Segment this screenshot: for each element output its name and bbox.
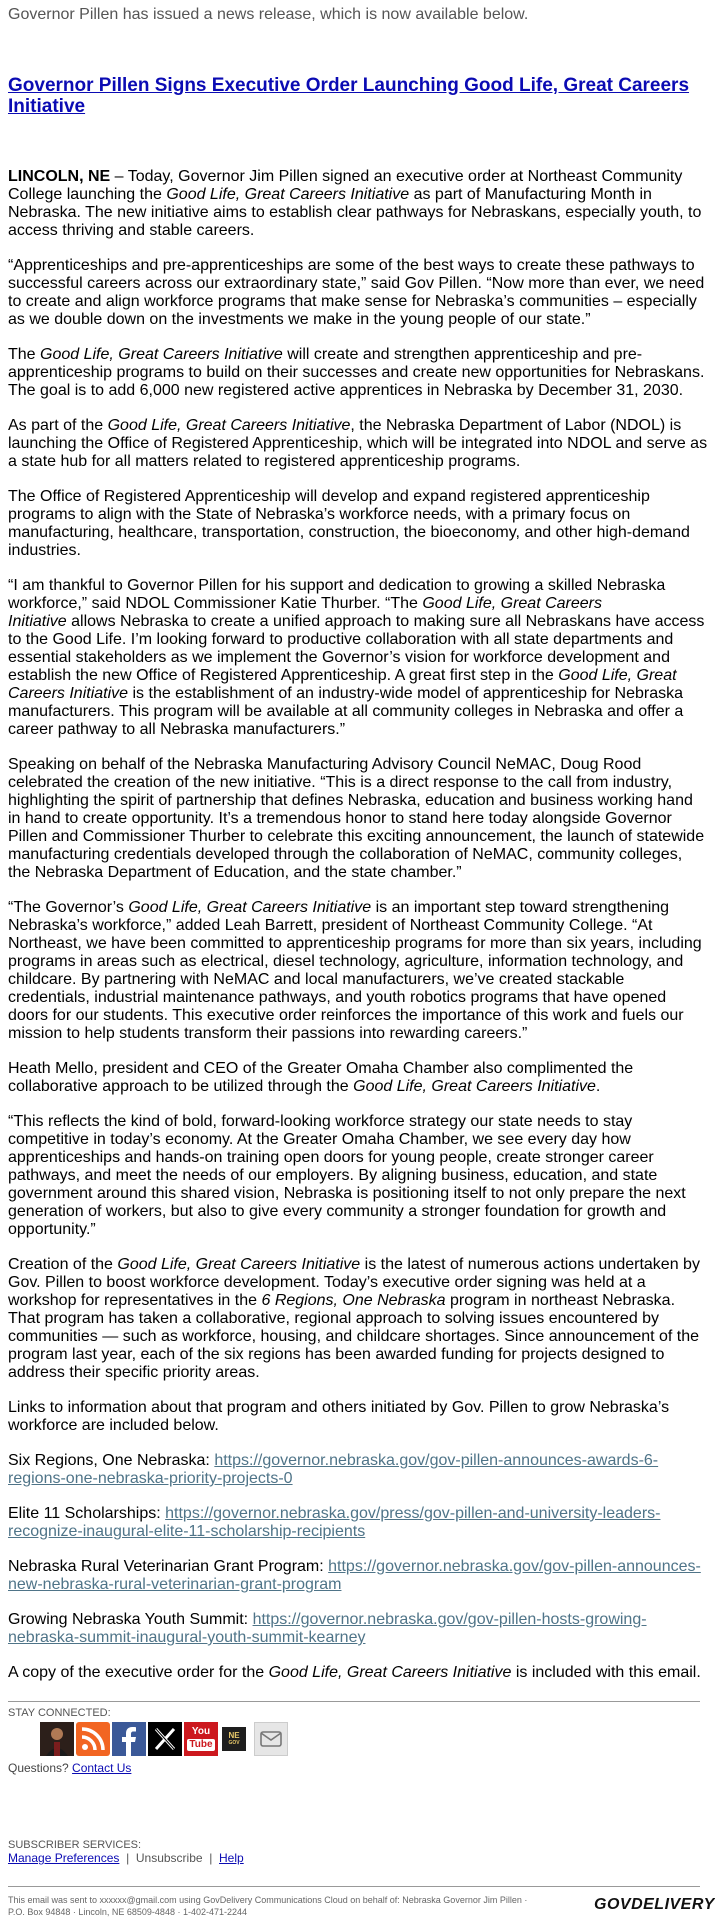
paragraph-6: “I am thankful to Governor Pillen for his support and dedication to growing a skilled Nebraska workforce,” said NDOL Commissioner Katie Thurber. “The Good Life, Great Careers Initiative allows Nebraska to create a unified approach to making sure all Nebraskans have access to the Good Life. I’m looking forward to productive collaboration with all state departments and essential stakeholders as we implement the Governor’s vision for workforce development and establish the new Office of Registered Apprenticeship. A great first step in the Good Life, Great Careers Initiative is the establishment of an industry-wide model of apprenticeship for Nebraska manufacturers. This program will be available at all community colleges in Nebraska and offer a career pathway to all Nebraska manufacturers.” <box>8 577 705 738</box>
nebraska-gov-icon[interactable]: NE GOV <box>222 1727 246 1751</box>
footer-divider <box>8 1886 700 1887</box>
stay-connected-label: STAY CONNECTED: <box>8 1707 111 1719</box>
headline <box>8 75 698 117</box>
questions: Questions? Contact Us <box>8 1761 132 1775</box>
link-veterinarian: Nebraska Rural Veterinarian Grant Program: https://governor.nebraska.gov/gov-pillen-announces- new-nebraska-rural-veterinarian-grant-program <box>8 1558 701 1593</box>
paragraph-13: A copy of the executive order for the Good Life, Great Careers Initiative is included with this email. <box>8 1664 701 1681</box>
paragraph-4: As part of the Good Life, Great Careers Initiative, the Nebraska Department of Labor (NDOL) is launching the Office of Registered Apprenticeship, which will be integrated into NDOL and serve as a state hub for all matters related to registered apprenticeship programs. <box>8 417 708 470</box>
contact-us-link[interactable]: Contact Us <box>72 1761 132 1775</box>
dateline: LINCOLN, NE <box>8 168 111 185</box>
paragraph-11: Creation of the Good Life, Great Careers Initiative is the latest of numerous actions undertaken by Gov. Pillen to boost workforce development. Today’s executive order signing was held at a workshop for representatives in the 6 Regions, One Nebraska program in northeast Nebraska. That program has taken a collaborative, regional approach to solving issues encountered by communities — such as workforce, housing, and childcare shortages. Since announcement of the program last year, each of the six regions has been awarded funding for projects designed to address their specific priority areas. <box>8 1256 700 1381</box>
headline-link[interactable]: Governor Pillen Signs Executive Order Launching Good Life, Great Careers Initiative <box>8 75 690 117</box>
govdelivery-logo: GOVDELIVERY <box>594 1896 715 1913</box>
link-six-regions: Six Regions, One Nebraska: https://governor.nebraska.gov/gov-pillen-announces-awards-6- regions-one-nebraska-priority-projects-0 <box>8 1452 659 1487</box>
manage-preferences-link[interactable]: Manage Preferences <box>8 1851 120 1865</box>
divider <box>8 1701 700 1702</box>
paragraph-1: LINCOLN, NE – Today, Governor Jim Pillen signed an executive order at Northeast Community College launching the Good Life, Great Careers Initiative as part of Manufacturing Month in Nebraska. The new initiative aims to establish clear pathways for Nebraskans, especially youth, to access thriving and stable careers. <box>8 168 702 239</box>
rss-icon[interactable] <box>76 1722 110 1756</box>
paragraph-10: “This reflects the kind of bold, forward-looking workforce strategy our state needs to stay competitive in today’s economy. At the Greater Omaha Chamber, we see every day how apprenticeships and hands-on training open doors for young people, create stronger career pathways, and meet the needs of our employers. By aligning business, education, and state government around this shared vision, Nebraska is positioning itself to not only prepare the next generation of workers, but also to give every community a stronger foundation for growth and opportunity.” <box>8 1113 686 1238</box>
paragraph-8: “The Governor’s Good Life, Great Careers Initiative is an important step toward strengthening Nebraska’s workforce,” added Leah Barrett, president of Northeast Community College. “At Northeast, we have been committed to apprenticeship programs for more than six years, including programs in areas such as electrical, diesel technology, agriculture, information technology, and childcare. By partnering with NeMAC and local manufacturers, we’ve created stackable credentials, industrial maintenance pathways, and youth robotics programs that have opened doors for our students. This executive order reinforces the importance of this work and fuels our mission to help students transform their passions into rewarding careers.” <box>8 899 702 1042</box>
six-regions-link[interactable]: https://governor.nebraska.gov/gov-pillen-announces-awards-6- regions-one-nebraska-priority-projects-0 <box>8 1452 659 1487</box>
paragraph-7: Speaking on behalf of the Nebraska Manufacturing Advisory Council NeMAC, Doug Rood celebrated the creation of the new initiative. “This is a direct response to the call from industry, highlighting the spirit of partnership that defines Nebraska, education and business working hand in hand to create opportunity. It’s a tremendous honor to stand here today alongside Governor Pillen and Commissioner Thurber to celebrate this exciting announcement, the launch of statewide manufacturing credentials developed through the collaboration of NeMAC, community colleges, the Nebraska Department of Education, and the state chamber.” <box>8 756 705 881</box>
unsubscribe-link[interactable]: Unsubscribe <box>135 1851 203 1865</box>
facebook-icon[interactable] <box>112 1722 146 1756</box>
subscriber-links: Manage Preferences | Unsubscribe | Help <box>8 1851 244 1865</box>
paragraph-12: Links to information about that program and others initiated by Gov. Pillen to grow Nebraska’s workforce are included below. <box>8 1399 670 1434</box>
subscriber-services-label: SUBSCRIBER SERVICES: <box>8 1839 142 1851</box>
paragraph-3: The Good Life, Great Careers Initiative will create and strengthen apprenticeship and pre- apprenticeship programs to build on their successes and create new opportunities for Nebraskans. The goal is to add 6,000 new registered active apprentices in Nebraska by December 31, 2030. <box>8 346 705 399</box>
help-link[interactable]: Help <box>219 1851 244 1865</box>
footer-legal: This email was sent to xxxxxx@gmail.com using GovDelivery Communications Cloud on behalf of: Nebraska Governor Jim Pillen · P.O. Box 94848 · Lincoln, NE 68509-4848 · 1-402-471-2244 <box>8 1895 528 1917</box>
elite-11-link[interactable]: https://governor.nebraska.gov/press/gov-pillen-and-university-leaders- recognize-inaugural-elite-11-scholarship-recipients <box>8 1505 661 1540</box>
link-elite-11: Elite 11 Scholarships: https://governor.nebraska.gov/press/gov-pillen-and-university-leaders- recognize-inaugural-elite-11-scholarship-recipients <box>8 1505 661 1540</box>
paragraph-5: The Office of Registered Apprenticeship will develop and expand registered apprenticeship programs to align with the State of Nebraska’s workforce needs, with a primary focus on manufacturing, healthcare, transportation, construction, the bioeconomy, and other high-demand industries. <box>8 488 690 559</box>
intro-text: Governor Pillen has issued a news release, which is now available below. <box>8 6 529 23</box>
veterinarian-link[interactable]: https://governor.nebraska.gov/gov-pillen-announces- new-nebraska-rural-veterinarian-grant-program <box>8 1558 701 1593</box>
youth-summit-link[interactable]: https://governor.nebraska.gov/gov-pillen-hosts-growing- nebraska-summit-inaugural-youth-summit-kearney <box>8 1611 647 1646</box>
email-icon[interactable] <box>254 1722 288 1756</box>
link-youth-summit: Growing Nebraska Youth Summit: https://governor.nebraska.gov/gov-pillen-hosts-growing- nebraska-summit-inaugural-youth-summit-kearney <box>8 1611 647 1646</box>
photo-icon[interactable] <box>40 1722 74 1756</box>
youtube-icon[interactable]: You Tube <box>184 1722 218 1756</box>
x-icon[interactable] <box>148 1722 182 1756</box>
paragraph-2: “Apprenticeships and pre-apprenticeships are some of the best ways to create these pathways to successful careers across our extraordinary state,” said Gov Pillen. “Now more than ever, we need to create and align workforce programs that make sense for Nebraska’s communities – especially as we double down on the investments we make in the young people of our state.” <box>8 257 705 328</box>
article-body <box>8 168 708 1699</box>
paragraph-9: Heath Mello, president and CEO of the Greater Omaha Chamber also complimented the collaborative approach to be utilized through the Good Life, Great Careers Initiative. <box>8 1060 634 1095</box>
